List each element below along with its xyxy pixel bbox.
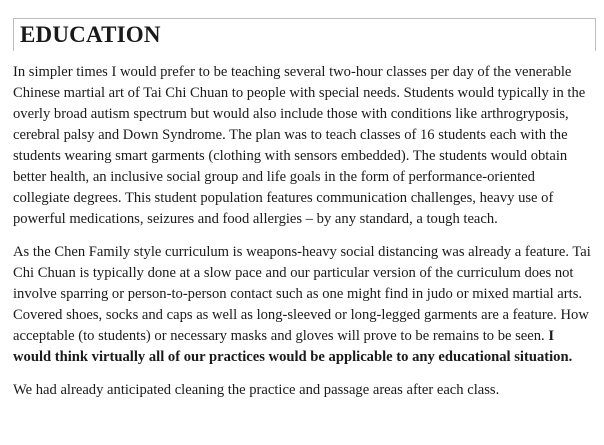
paragraph-2-bold-text: I would think virtually all of our practices would be applicable to any educational situation. xyxy=(13,328,573,365)
paragraph-1-text: In simpler times I would prefer to be teaching several two-hour classes per day of the venerable Chinese martial art of Tai Chi Chuan to people with special needs. Students would typically in the overly broad autism spectrum but would also include those with conditions like arthrogryposis, cerebral palsy and Down Syndrome. The plan was to teach classes of 16 students each with the students wearing smart garments (clothing with sensors embedded). The students would obtain better health, an inclusive social group and life goals in the form of performance-oriented collegiate degrees. This student population features communication challenges, heavy use of powerful medications, seizures and food allergies – by any standard, a tough teach. xyxy=(13,64,586,227)
paragraph-2 xyxy=(13,242,592,368)
section-heading: EDUCATION xyxy=(20,22,161,47)
paragraph-1 xyxy=(13,62,592,230)
paragraph-3 xyxy=(13,380,592,401)
paragraph-3-text: We had already anticipated cleaning the practice and passage areas after each class. xyxy=(13,382,500,398)
paragraph-2-text: As the Chen Family style curriculum is weapons-heavy social distancing was already a feature. Tai Chi Chuan is typically done at a slow pace and our particular version of the curriculum does not involve sparring or person-to-person contact such as one might find in judo or mixed martial arts. Covered shoes, socks and caps as well as long-sleeved or long-legged garments are a feature. How acceptable (to students) or necessary masks and gloves will prove to be remains to be seen. xyxy=(13,244,591,344)
body-text xyxy=(13,62,592,413)
